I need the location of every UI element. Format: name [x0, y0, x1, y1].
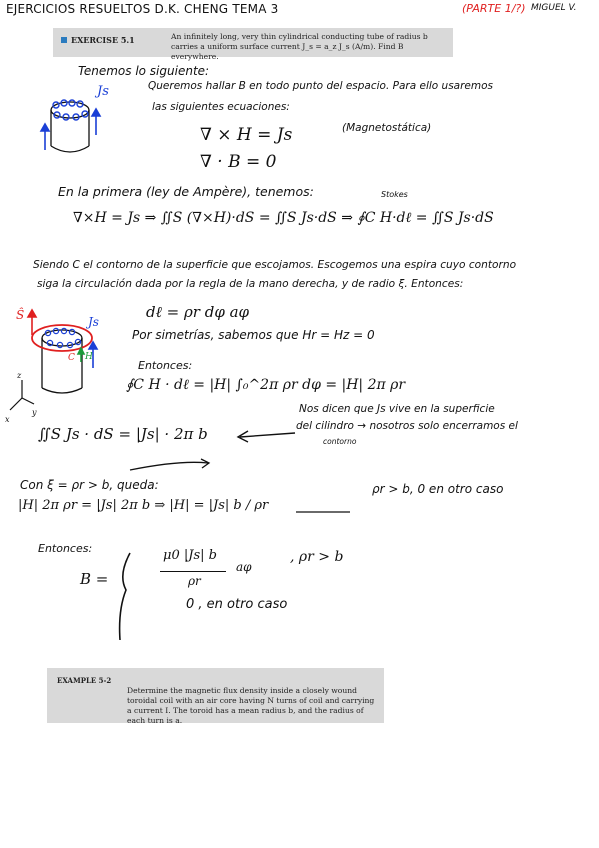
- equation-surface-integral: ∬S Js · dS = |Js| · 2π b: [38, 425, 208, 443]
- equation-curl-h: ∇ × H = Js: [200, 125, 293, 145]
- author-name: MIGUEL V.: [531, 3, 577, 13]
- equation-dl: dℓ = ρr dφ aφ: [146, 303, 250, 321]
- note-line-4: En la primera (ley de Ampère), tenemos:: [58, 184, 314, 199]
- curved-arrow: [130, 459, 209, 470]
- equation-h-magnitude: |H| 2π ρr = |Js| 2π b ⇒ |H| = |Js| b / ρr: [18, 498, 269, 513]
- equation-line-integral: ∮C H · dℓ = |H| ∫₀^2π ρr dφ = |H| 2π ρr: [126, 377, 406, 393]
- b-case2: 0 , en otro caso: [186, 597, 288, 612]
- current-arrows-top: [41, 109, 100, 150]
- pointer-arrow: [238, 431, 295, 442]
- example-statement: Determine the magnetic flux density inside a closely wound toroidal coil with an air core having N turns of coil and carrying a current I. The toroid has a mean radius b, and the radius of each turn is a.: [127, 686, 375, 725]
- js-arrow-figure: [89, 342, 97, 368]
- note-line-5: Siendo C el contorno de la superficie que escojamos. Escogemos una espira cuyo contorno: [33, 259, 517, 271]
- h-label: H: [85, 352, 93, 362]
- example-label: EXAMPLE 5-2: [57, 676, 112, 685]
- js-label-top: Js: [97, 84, 109, 99]
- page-title: EJERCICIOS RESUELTOS D.K. CHENG TEMA 3: [6, 2, 279, 16]
- b-case1-numerator: μ0 |Js| b: [163, 548, 217, 563]
- note-line-3: las siguientes ecuaciones:: [152, 101, 290, 113]
- exercise-label: EXERCISE 5.1: [71, 35, 135, 45]
- side-note-2: del cilindro → nosotros solo encerramos el: [296, 420, 518, 432]
- note-line-10: Entonces:: [38, 542, 93, 555]
- note-line-6: siga la circulación dada por la regla de la mano derecha, y de radio ξ. Entonces:: [37, 278, 464, 290]
- stokes-label: Stokes: [381, 190, 408, 199]
- equation-h-condition: ρr > b, 0 en otro caso: [372, 482, 504, 496]
- note-line-1: Tenemos lo siguiente:: [78, 64, 210, 78]
- c-label: C: [68, 353, 75, 363]
- example-box: [47, 668, 384, 723]
- side-note-3: contorno: [323, 437, 357, 446]
- js-label-figure: Js: [88, 315, 99, 329]
- b-case1-denominator: ρr: [188, 574, 201, 588]
- b-brace: [120, 553, 130, 640]
- surface-current-dots-top: [53, 100, 88, 120]
- exercise-statement: An infinitely long, very thin cylindrical conducting tube of radius b carries a uniform surface current J_s = a_z J_s (A/m). Find B everywhere.: [171, 32, 428, 61]
- cylinder-top-drawing: [51, 102, 89, 152]
- h-arrow: [78, 348, 84, 362]
- note-line-2: Queremos hallar B en todo punto del espacio. Para ello usaremos: [148, 80, 494, 92]
- side-note-1: Nos dicen que Js vive en la superficie: [299, 403, 495, 415]
- part-indicator: (PARTE 1/?): [462, 2, 526, 15]
- axis-z-label: z: [17, 371, 22, 380]
- equation-ampere-integral: ∇×H = Js ⇒ ∬S (∇×H)·dS = ∬S Js·dS ⇒ ∮C H·dℓ = ∬S Js·dS: [73, 210, 494, 226]
- axis-y-label: y: [32, 408, 37, 417]
- s-hat-label: Ŝ: [16, 308, 25, 322]
- equation-div-b: ∇ · B = 0: [200, 152, 277, 172]
- b-case1-direction: aφ: [236, 560, 252, 574]
- note-line-9: Con ξ = ρr > b, queda:: [20, 478, 159, 492]
- equation-note-magnetostatics: (Magnetostática): [342, 122, 432, 134]
- b-lhs: B =: [80, 570, 109, 588]
- note-line-7: Por simetrías, sabemos que Hr = Hz = 0: [132, 328, 375, 342]
- axis-x-label: x: [5, 415, 10, 424]
- axes-icon: [10, 380, 34, 410]
- note-line-8: Entonces:: [138, 359, 193, 372]
- b-case1-condition: , ρr > b: [290, 549, 344, 565]
